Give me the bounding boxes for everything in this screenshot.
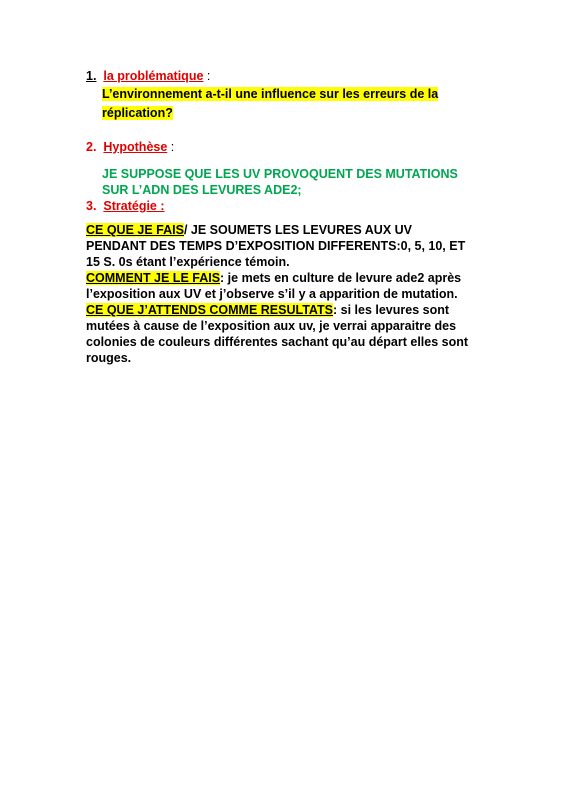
strategy-p2-line1 [86,270,461,286]
strategy-p3-line4: rouges. [86,351,132,365]
strategy-label-what: CE QUE JE FAIS [86,223,184,237]
strategy-p2-text1: : je mets en culture de levure ade2 après [220,271,462,285]
section3-heading [86,198,165,214]
section2-number: 2. [86,140,97,154]
section3-title: Stratégie : [103,199,165,213]
section1-question-line2 [102,105,173,121]
strategy-p3-line2: mutées à cause de l’exposition aux uv, je verrai apparaitre des [86,319,457,333]
section2-heading [86,139,174,155]
section1-question-line1 [102,86,438,102]
section1-number: 1. [86,69,97,83]
strategy-p1-line2: PENDANT DES TEMPS D’EXPOSITION DIFFERENTS:0, 5, 10, ET [86,239,466,253]
section1-colon: : [203,69,211,83]
question-text-1: L’environnement a-t-il une influence sur les erreurs de la [102,87,439,101]
strategy-p3-line3: colonies de couleurs différentes sachant qu’au départ elles sont [86,335,469,349]
strategy-label-expect: CE QUE J’ATTENDS COMME RESULTATS [86,303,333,317]
strategy-p1-line1 [86,222,412,238]
strategy-p2-line2: l’exposition aux UV et j’observe s’il y a apparition de mutation. [86,287,458,301]
hypothesis-line1: JE SUPPOSE QUE LES UV PROVOQUENT DES MUTATIONS [102,167,458,181]
strategy-p3-line1 [86,302,449,318]
section1-heading [86,68,210,84]
strategy-label-how: COMMENT JE LE FAIS [86,271,221,285]
question-text-2: réplication? [102,106,173,120]
strategy-p1-text1: / JE SOUMETS LES LEVURES AUX UV [183,223,413,237]
strategy-p1-line3: 15 S. 0s étant l’expérience témoin. [86,255,290,269]
hypothesis-line2: SUR L’ADN DES LEVURES ADE2; [102,183,302,197]
section2-title: Hypothèse [103,140,168,154]
section2-colon: : [167,140,175,154]
section1-title: la problématique [103,69,204,83]
section3-number: 3. [86,199,97,213]
strategy-p3-text1: : si les levures sont [333,303,450,317]
